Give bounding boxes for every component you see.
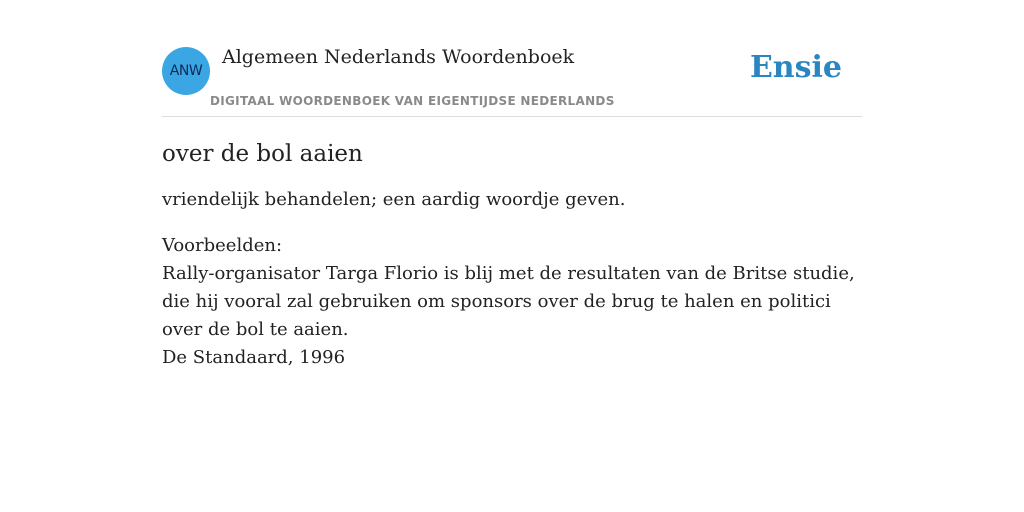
entry-content: [162, 136, 862, 372]
entry-term: over de bol aaien: [162, 141, 363, 167]
site-header: [162, 40, 862, 117]
examples-section: [162, 232, 862, 372]
site-subtitle: DIGITAAL WOORDENBOEK VAN EIGENTIJDSE NEDERLANDS: [210, 94, 615, 108]
ensie-logo[interactable]: Ensie: [749, 50, 842, 85]
anw-logo[interactable]: ANW: [162, 47, 210, 95]
example-source: De Standaard, 1996: [162, 347, 346, 368]
site-title[interactable]: Algemeen Nederlands Woordenboek: [222, 46, 575, 68]
entry-definition: vriendelijk behandelen; een aardig woordje geven.: [162, 189, 626, 210]
example-text: Rally-organisator Targa Florio is blij met de resultaten van de Britse studie, die hij vooral zal gebruiken om sponsors over de brug te halen en politici over de bol te aaien.: [162, 263, 855, 340]
examples-label: Voorbeelden:: [162, 235, 283, 256]
